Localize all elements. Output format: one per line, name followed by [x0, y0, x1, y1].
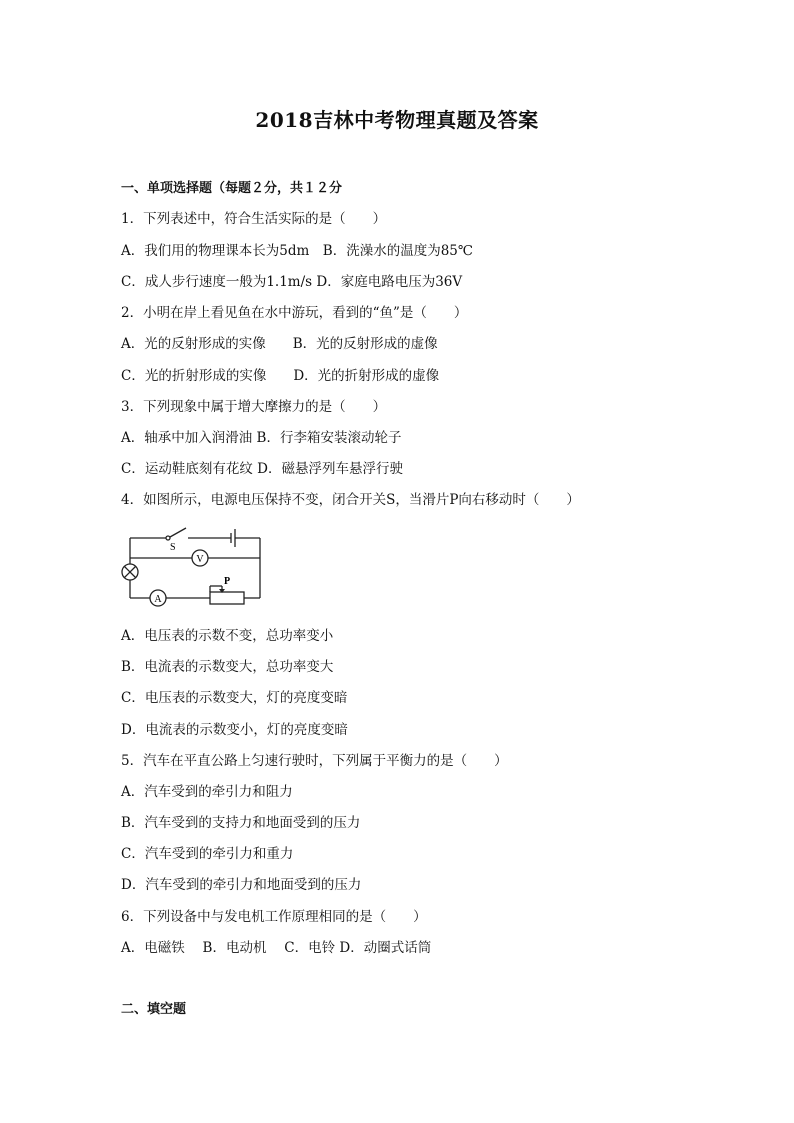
question-2-options-ab: A．光的反射形成的实像 B．光的反射形成的虚像 — [121, 336, 438, 352]
section-heading-fill-in: 二、填空题 — [121, 1002, 187, 1017]
section-heading-single-choice: 一、单项选择题（每题２分，共１２分 — [121, 181, 343, 196]
question-4: 4．如图所示，电源电压保持不变，闭合开关S，当滑片P向右移动时（ ） — [121, 492, 580, 508]
question-5-option-d: D．汽车受到的牵引力和地面受到的压力 — [121, 877, 362, 893]
ammeter-label: A — [154, 594, 162, 605]
question-3-options-cd: C．运动鞋底刻有花纹 D．磁悬浮列车悬浮行驶 — [121, 461, 403, 477]
question-5-option-b: B．汽车受到的支持力和地面受到的压力 — [121, 815, 361, 831]
page-title: 2018吉林中考物理真题及答案 — [255, 108, 539, 132]
question-5-option-a: A．汽车受到的牵引力和阻力 — [121, 784, 293, 800]
question-4-option-a: A．电压表的示数不变，总功率变小 — [121, 628, 334, 644]
question-6: 6．下列设备中与发电机工作原理相同的是（ ） — [121, 909, 427, 925]
switch-label: S — [170, 542, 176, 553]
question-3-options-ab: A．轴承中加入润滑油 B．行李箱安装滚动轮子 — [121, 430, 402, 446]
question-5: 5．汽车在平直公路上匀速行驶时，下列属于平衡力的是（ ） — [121, 753, 508, 769]
circuit-diagram — [118, 516, 270, 612]
voltmeter-label: V — [196, 554, 204, 565]
question-6-options: A．电磁铁 B．电动机 C．电铃 D．动圈式话筒 — [121, 940, 432, 956]
question-1-options-ab: A．我们用的物理课本长为5dm B．洗澡水的温度为85℃ — [121, 243, 473, 259]
question-3: 3．下列现象中属于增大摩擦力的是（ ） — [121, 399, 387, 415]
question-1-options-cd: C．成人步行速度一般为1.1m/s D．家庭电路电压为36V — [121, 274, 463, 290]
question-5-option-c: C．汽车受到的牵引力和重力 — [121, 846, 294, 862]
question-4-option-d: D．电流表的示数变小，灯的亮度变暗 — [121, 722, 348, 738]
question-4-option-c: C．电压表的示数变大，灯的亮度变暗 — [121, 690, 348, 706]
question-2-options-cd: C．光的折射形成的实像 D．光的折射形成的虚像 — [121, 368, 440, 384]
question-1: 1．下列表述中，符合生活实际的是（ ） — [121, 211, 387, 227]
question-2: 2．小明在岸上看见鱼在水中游玩，看到的“鱼”是（ ） — [121, 305, 468, 321]
question-4-option-b: B．电流表的示数变大，总功率变大 — [121, 659, 334, 675]
slider-label: P — [224, 576, 231, 587]
